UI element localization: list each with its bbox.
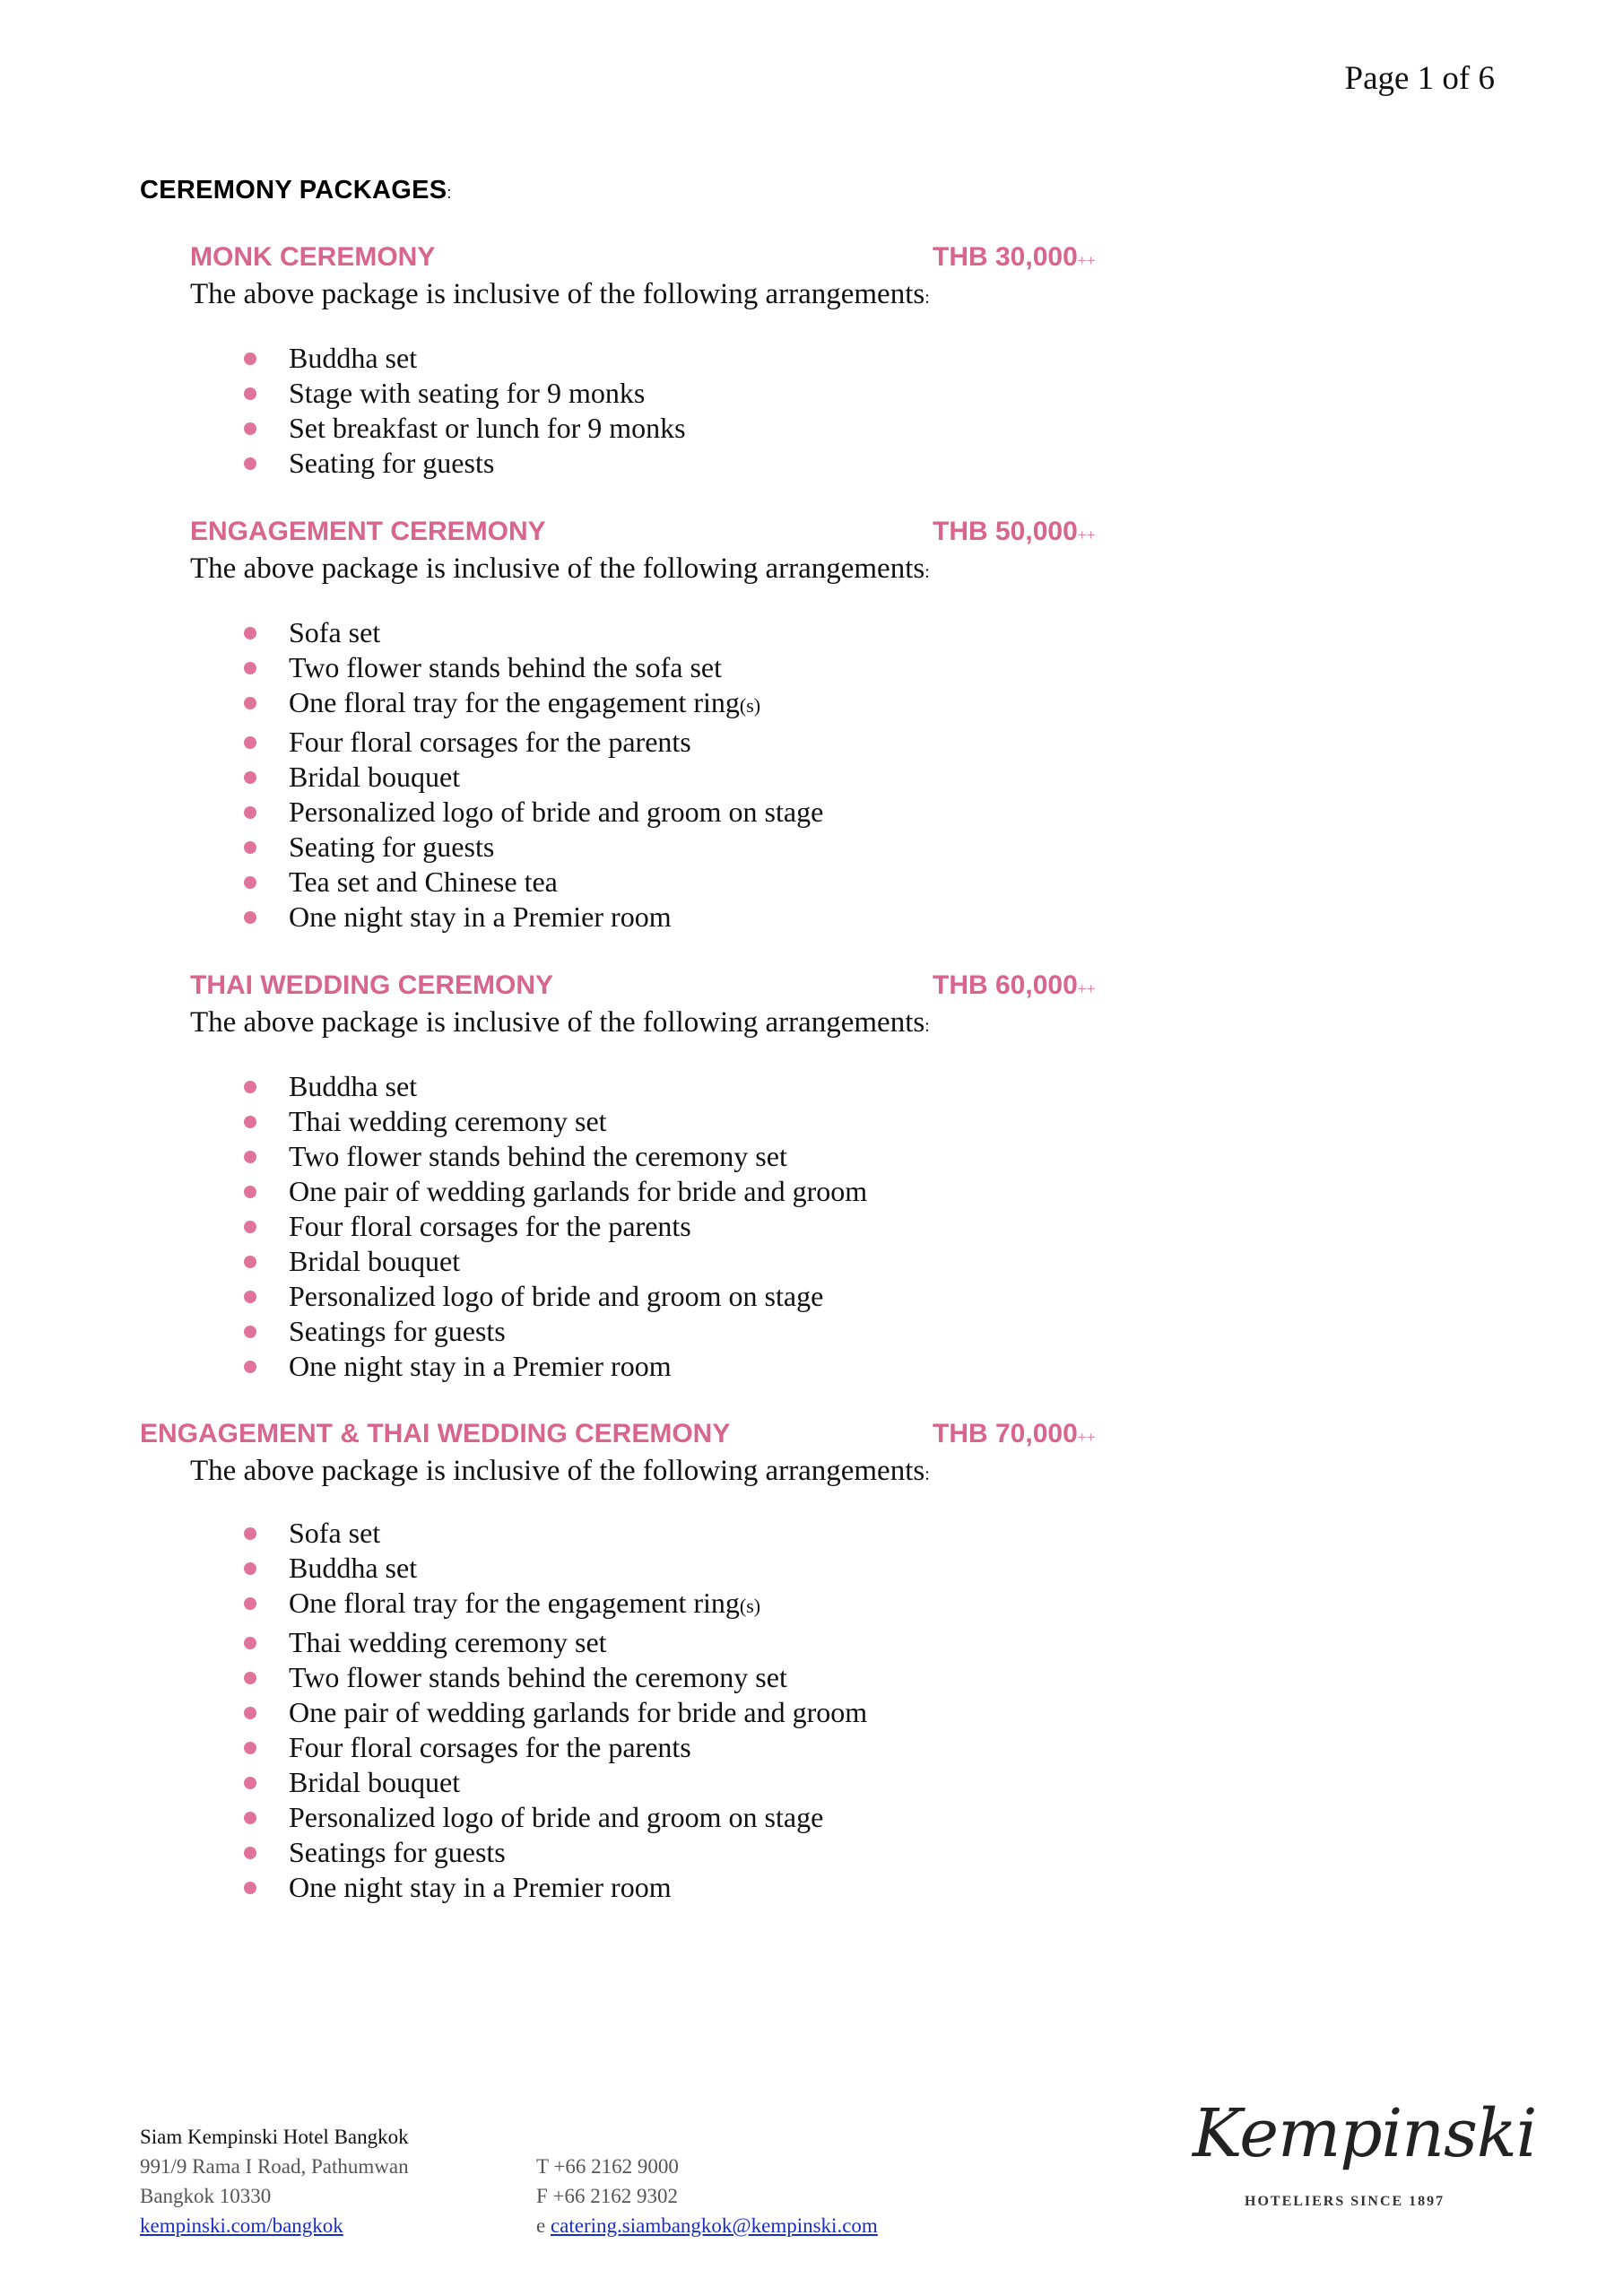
list-item-text: Bridal bouquet [289, 1245, 461, 1277]
package-intro [190, 1006, 930, 1039]
page-number: Page 1 of 6 [1344, 60, 1495, 97]
ring-suffix: (s) [739, 1595, 761, 1617]
bullet-icon [244, 627, 256, 639]
list-item-text: Four floral corsages for the parents [289, 1210, 691, 1242]
footer-email-row [536, 2211, 878, 2240]
list-item-text: Seatings for guests [289, 1836, 506, 1868]
bullet-icon [244, 1221, 256, 1233]
package-intro [190, 1455, 930, 1488]
bullet-icon [244, 911, 256, 924]
bullet-icon [244, 1777, 256, 1789]
bullet-icon [244, 422, 256, 435]
bullet-icon [244, 1291, 256, 1303]
list-item-text: Two flower stands behind the sofa set [289, 651, 722, 683]
bullet-icon [244, 387, 256, 400]
list-item-text: Bridal bouquet [289, 761, 461, 793]
list-item-text: Set breakfast or lunch for 9 monks [289, 412, 686, 444]
list-item-text: Buddha set [289, 342, 418, 374]
bullet-icon [244, 1326, 256, 1338]
package-price [933, 970, 1096, 1001]
list-item-text: Four floral corsages for the parents [289, 1731, 691, 1763]
footer-phone: T +66 2162 9000 [536, 2155, 679, 2178]
list-item-text: One night stay in a Premier room [289, 1871, 672, 1903]
bullet-icon [244, 352, 256, 365]
list-item-text: Seatings for guests [289, 1315, 506, 1347]
bullet-icon [244, 1597, 256, 1610]
package-price-value: THB 50,000 [933, 517, 1078, 546]
package-name: THAI WEDDING CEREMONY [190, 970, 553, 1000]
ring-suffix: (s) [739, 694, 761, 717]
bullet-icon [244, 1882, 256, 1894]
list-item-text: Bridal bouquet [289, 1766, 461, 1798]
package-name: ENGAGEMENT CEREMONY [190, 517, 546, 546]
bullet-icon [244, 771, 256, 784]
list-item-text: Sofa set [289, 616, 381, 648]
list-item-text: Buddha set [289, 1552, 418, 1584]
package-price-suffix: ++ [1077, 252, 1096, 269]
bullet-icon [244, 841, 256, 854]
bullet-icon [244, 1256, 256, 1268]
package-intro-text: The above package is inclusive of the following arrangements [190, 278, 925, 310]
list-item-text: One night stay in a Premier room [289, 1350, 672, 1382]
bullet-icon [244, 1527, 256, 1540]
bullet-icon [244, 1562, 256, 1575]
list-item-main: One floral tray for the engagement ring [289, 686, 740, 718]
bullet-icon [244, 736, 256, 749]
bullet-icon [244, 662, 256, 674]
list-item-text: Personalized logo of bride and groom on stage [289, 1280, 824, 1312]
package-price-suffix: ++ [1077, 1429, 1096, 1446]
list-item-text [289, 685, 760, 723]
bullet-icon [244, 1151, 256, 1163]
section-title [140, 176, 452, 205]
list-item-text [289, 1586, 760, 1623]
list-item-text: Two flower stands behind the ceremony set [289, 1661, 787, 1693]
footer-address-block [140, 2122, 409, 2240]
package-intro [190, 552, 930, 586]
bullet-icon [244, 1847, 256, 1859]
package-intro-colon: : [924, 1016, 930, 1036]
section-title-text: CEREMONY PACKAGES [140, 176, 447, 204]
package-price [933, 242, 1096, 273]
bullet-icon [244, 1707, 256, 1719]
package-intro-colon: : [924, 1465, 930, 1484]
package-intro-text: The above package is inclusive of the following arrangements [190, 1006, 925, 1039]
logo-tagline: HOTELIERS SINCE 1897 [1245, 2194, 1445, 2209]
package-intro-text: The above package is inclusive of the following arrangements [190, 552, 925, 585]
bullet-icon [244, 876, 256, 889]
package-price-value: THB 30,000 [933, 242, 1078, 272]
list-item-text: One night stay in a Premier room [289, 900, 672, 933]
list-item-text: Sofa set [289, 1517, 381, 1549]
package-price-suffix: ++ [1077, 980, 1096, 997]
footer-hotel-name: Siam Kempinski Hotel Bangkok [140, 2126, 409, 2148]
footer-email-link[interactable]: catering.siambangkok@kempinski.com [550, 2214, 878, 2237]
list-item-text: Buddha set [289, 1070, 418, 1102]
footer-contact-block [536, 2152, 878, 2240]
bullet-icon [244, 1742, 256, 1754]
list-item-text: Two flower stands behind the ceremony set [289, 1140, 787, 1172]
footer-fax: F +66 2162 9302 [536, 2185, 679, 2207]
bullet-icon [244, 457, 256, 470]
package-intro [190, 278, 930, 311]
kempinski-logo [1193, 2095, 1537, 2230]
package-intro-text: The above package is inclusive of the following arrangements [190, 1455, 925, 1487]
logo-wordmark: Kempinski [1193, 2095, 1537, 2172]
list-item-text: Four floral corsages for the parents [289, 726, 691, 758]
package-name: MONK CEREMONY [190, 242, 436, 272]
bullet-icon [244, 697, 256, 709]
list-item-main: One floral tray for the engagement ring [289, 1587, 740, 1619]
list-item-text: Personalized logo of bride and groom on stage [289, 1801, 824, 1833]
package-price [933, 1419, 1096, 1449]
list-item-text: Personalized logo of bride and groom on stage [289, 796, 824, 828]
package-price-suffix: ++ [1077, 526, 1096, 544]
footer-website-link[interactable]: kempinski.com/bangkok [140, 2214, 343, 2237]
list-item-text: Thai wedding ceremony set [289, 1626, 607, 1658]
list-item-text: Stage with seating for 9 monks [289, 377, 646, 409]
package-price-value: THB 70,000 [933, 1419, 1078, 1448]
list-item-text: Seating for guests [289, 447, 495, 479]
footer-address-line2: Bangkok 10330 [140, 2185, 272, 2207]
bullet-icon [244, 1081, 256, 1093]
bullet-icon [244, 1361, 256, 1373]
package-price-value: THB 60,000 [933, 970, 1078, 1000]
list-item-text: Seating for guests [289, 831, 495, 863]
list-item-text: Thai wedding ceremony set [289, 1105, 607, 1137]
bullet-icon [244, 806, 256, 819]
footer-email-prefix: e [536, 2214, 551, 2237]
bullet-icon [244, 1186, 256, 1198]
bullet-icon [244, 1116, 256, 1128]
package-intro-colon: : [924, 562, 930, 582]
section-title-colon: : [447, 184, 452, 202]
footer-address-line1: 991/9 Rama I Road, Pathumwan [140, 2155, 409, 2178]
package-intro-colon: : [924, 288, 930, 308]
list-item-text: One pair of wedding garlands for bride and groom [289, 1175, 868, 1207]
bullet-icon [244, 1672, 256, 1684]
bullet-icon [244, 1637, 256, 1649]
list-item-text: Tea set and Chinese tea [289, 865, 558, 898]
bullet-icon [244, 1812, 256, 1824]
list-item-text: One pair of wedding garlands for bride and groom [289, 1696, 868, 1728]
package-price [933, 517, 1096, 547]
package-name: ENGAGEMENT & THAI WEDDING CEREMONY [140, 1419, 731, 1448]
